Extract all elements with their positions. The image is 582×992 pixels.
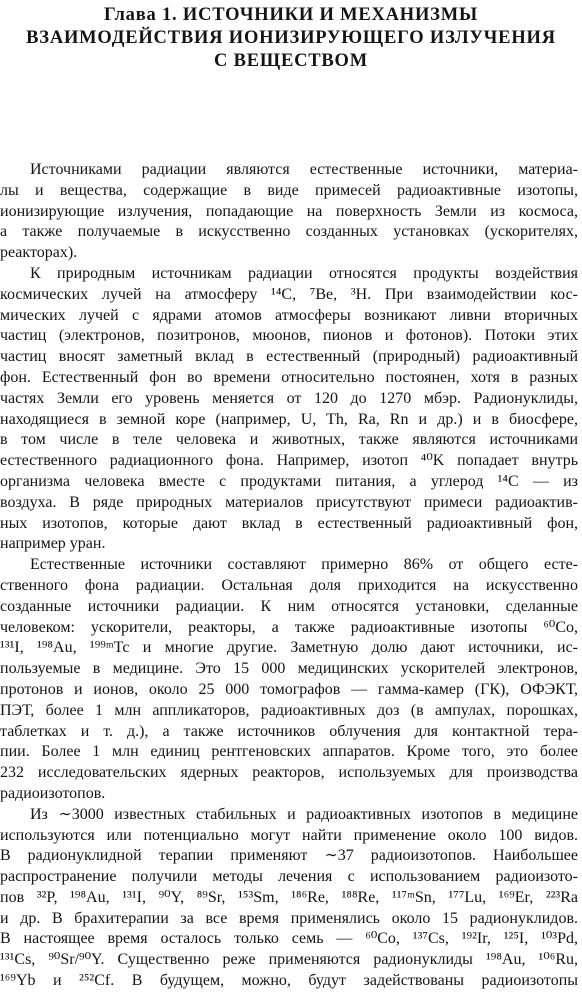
text-line: распространение получили методы лечения с использованием радиоизото- <box>0 868 578 886</box>
text-line: пользуемые в медицине. Это 15 000 медицинских ускорителей электронов, <box>0 660 578 678</box>
text-line: например уран. <box>0 535 106 553</box>
text-line: ПЭТ, более 1 млн аппликаторов, радиоактивных доз (в ампулах, порошках, <box>0 701 578 719</box>
text-line: человеком: ускорители, реакторы, а также радиоактивные изотопы ⁶⁰Co, <box>0 618 578 636</box>
text-line: частиц (электронов, позитронов, мюонов, пионов и фотонов). Потоки этих <box>0 327 578 345</box>
text-line: реакторах). <box>0 244 78 262</box>
text-line: частях Земли его уровень меняется от 120 до 1270 мбэр. Радионуклиды, <box>0 389 578 407</box>
body-text <box>0 160 578 992</box>
chapter-label: Глава 1. <box>104 5 178 25</box>
text-line: ¹⁶⁹Yb и ²⁵²Cf. В будущем, можно, будут задействованы радиоизотопы <box>0 972 578 990</box>
text-line: ственного фона радиации. Остальная доля приходится на искусственно <box>0 576 578 594</box>
text-line: мических лучей с ядрами атомов атмосферы возникают ливни вторичных <box>0 306 578 324</box>
text-line: 232 исследовательских ядерных реакторов, используемых для производства <box>0 764 578 782</box>
paragraph <box>0 555 578 805</box>
chapter-title-line: ВЗАИМОДЕЙСТВИЯ ИОНИЗИРУЮЩЕГО ИЗЛУЧЕНИЯ <box>26 28 556 48</box>
text-line: частиц вносят заметный вклад в естественный (природный) радиоактивный <box>0 348 578 366</box>
text-line: воздуха. В ряде природных материалов присутствуют примеси радиоактив- <box>0 493 578 511</box>
text-line: К природным источникам радиации относятся продукты воздействия <box>30 264 578 282</box>
text-line: таблетках и т. д.), а также источников облучения для контактной тера- <box>0 722 578 740</box>
text-line: лы и вещества, содержащие в виде примесей радиоактивные изотопы, <box>0 181 578 199</box>
text-line: фон. Естественный фон во времени относительно постоянен, хотя в разных <box>0 368 578 386</box>
text-line: ионизирующие излучения, попадающие на поверхность Земли из космоса, <box>0 202 578 220</box>
text-line: космических лучей на атмосферу ¹⁴C, ⁷Be, ³H. При взаимодействии кос- <box>0 285 578 303</box>
text-line: созданные источники радиации. К ним относятся установки, сделанные <box>0 597 578 615</box>
paragraph <box>0 264 578 555</box>
text-line: и др. В брахитерапии за все время применялись около 15 радионуклидов. <box>0 909 578 927</box>
text-line: в том числе в теле человека и животных, также являются источниками <box>0 431 578 449</box>
chapter-heading-line-1 <box>0 4 582 27</box>
text-line: а также получаемые в искусственно созданных установках (ускорителях, <box>0 223 578 241</box>
text-line: Из ∼3000 известных стабильных и радиоактивных изотопов в медицине <box>30 805 578 823</box>
text-line: находящиеся в земной коре (например, U, Th, Ra, Rn и др.) и в биосфере, <box>0 410 578 428</box>
text-line: протонов и ионов, около 25 000 томографов — гамма-камер (ГК), ОФЭКТ, <box>0 680 578 698</box>
text-line: естественного радиационного фона. Например, изотоп ⁴⁰K попадает внутрь <box>0 452 578 470</box>
text-line: ¹³¹I, ¹⁹⁸Au, ¹⁹⁹ᵐTc и многие другие. Заметную долю дают источники, ис- <box>0 639 578 657</box>
text-line: ¹³¹Cs, ⁹⁰Sr/⁹⁰Y. Существенно реже применяются радионуклиды ¹⁹⁸Au, ¹⁰⁶Ru, <box>0 951 578 969</box>
text-line: радиоизотопов. <box>0 784 106 802</box>
text-line: пов ³²P, ¹⁹⁸Au, ¹³¹I, ⁹⁰Y, ⁸⁹Sr, ¹⁵³Sm, ¹⁸⁶Re, ¹⁸⁸Re, ¹¹⁷ᵐSn, ¹⁷⁷Lu, ¹⁶⁹Er, ²²³Ra <box>0 888 578 906</box>
text-line: В радионуклидной терапии применяют ∼37 радиоизотопов. Наибольшее <box>0 847 578 865</box>
text-line: Источниками радиации являются естественные источники, материа- <box>30 161 578 178</box>
text-line: ных изотопов, которые дают вклад в естественный радиоактивный фон, <box>0 514 578 532</box>
paragraph <box>0 160 578 264</box>
text-line: Естественные источники составляют примерно 86% от общего есте- <box>30 556 578 574</box>
text-line: пии. Более 1 млн единиц рентгеновских аппаратов. Кроме того, это более <box>0 743 578 761</box>
text-line: используются или потенциально могут найти применение около 100 видов. <box>0 826 578 844</box>
paragraph <box>0 805 578 992</box>
chapter-heading <box>0 4 582 73</box>
text-line: организма человека вместе с продуктами питания, а углерод ¹⁴C — из <box>0 472 578 490</box>
chapter-title-line: С ВЕЩЕСТВОМ <box>213 51 368 71</box>
text-line: В настоящее время осталось только семь — ⁶⁰Co, ¹³⁷Cs, ¹⁹²Ir, ¹²⁵I, ¹⁰³Pd, <box>0 930 578 948</box>
chapter-title-line: ИСТОЧНИКИ И МЕХАНИЗМЫ <box>182 5 478 25</box>
